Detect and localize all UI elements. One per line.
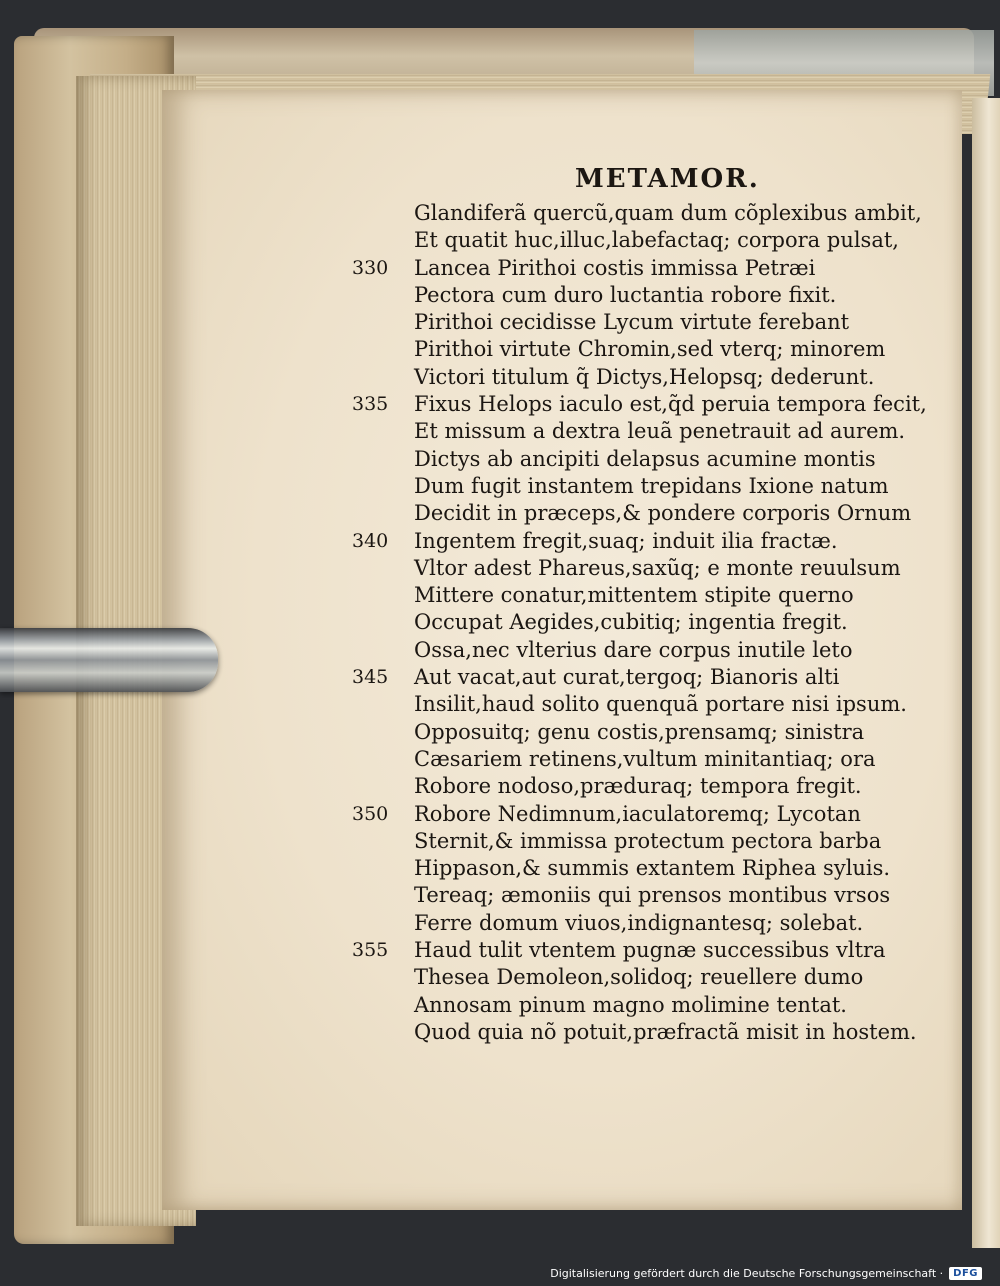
verse-line xyxy=(414,364,934,391)
verse-text: Annosam pinum magno molimine tentat. xyxy=(414,992,847,1017)
verse-line xyxy=(352,528,934,555)
verse-line xyxy=(414,282,934,309)
verse-text: Victori titulum q̃ Dictys,Helopsq; dederunt. xyxy=(414,364,875,389)
verse-line xyxy=(352,801,934,828)
verse-line xyxy=(414,309,934,336)
verse-text: Quod quia nõ potuit,præfractã misit in hostem. xyxy=(414,1019,917,1044)
running-header: METAMOR. xyxy=(575,164,760,194)
verse-text: Lancea Pirithoi costis immissa Petræi xyxy=(414,255,816,280)
verse-text: Occupat Aegides,cubitiq; ingentia fregit. xyxy=(414,610,848,635)
line-number: 340 xyxy=(352,529,389,552)
verse-text: Glandiferã quercũ,quam dum cõplexibus ambit, xyxy=(414,201,922,225)
verse-text: Thesea Demoleon,solidoq; reuellere dumo xyxy=(414,965,864,990)
verse-line xyxy=(414,855,934,882)
verse-line xyxy=(414,746,934,773)
line-number: 355 xyxy=(352,939,389,962)
verse-line xyxy=(414,773,934,800)
verse-line xyxy=(414,418,934,445)
verse-text: Ferre domum viuos,indignantesq; solebat. xyxy=(414,910,864,935)
verse-text: Cæsariem retinens,vultum minitantiaq; ora xyxy=(414,746,876,771)
line-number: 350 xyxy=(352,802,389,825)
line-number: 335 xyxy=(352,393,389,416)
verse-line xyxy=(414,882,934,909)
verse-line xyxy=(414,910,934,937)
verse-text: Et quatit huc,illuc,labefactaq; corpora pulsat, xyxy=(414,228,899,253)
line-number: 330 xyxy=(352,256,389,279)
verse-line xyxy=(352,391,934,418)
dfg-logo: DFG xyxy=(949,1267,982,1280)
verse-line xyxy=(414,500,934,527)
verse-text: Pectora cum duro luctantia robore fixit. xyxy=(414,282,837,307)
verse-text: Haud tulit vtentem pugnæ successibus vltra xyxy=(414,938,886,963)
verse-text: Insilit,haud solito quenquã portare nisi ipsum. xyxy=(414,692,907,717)
verse-text: Tereaq; æmoniis qui prensos montibus vrsos xyxy=(414,883,891,908)
verse-text: Robore Nedimnum,iaculatoremq; Lycotan xyxy=(414,801,861,826)
line-number: 345 xyxy=(352,666,389,689)
verse-line xyxy=(414,582,934,609)
verse-text-block xyxy=(352,200,934,1046)
verse-line xyxy=(414,227,934,254)
verse-text: Et missum a dextra leuã penetrauit ad aurem. xyxy=(414,419,906,444)
verse-line xyxy=(352,937,934,964)
verse-text: Pirithoi virtute Chromin,sed vterq; minorem xyxy=(414,337,886,362)
verse-text: Dum fugit instantem trepidans Ixione natum xyxy=(414,473,889,498)
verse-text: Fixus Helops iaculo est,q̃d peruia tempora fecit, xyxy=(414,392,927,417)
verse-line xyxy=(414,473,934,500)
verse-line xyxy=(414,336,934,363)
verse-text: Robore nodoso,præduraq; tempora fregit. xyxy=(414,774,862,799)
verse-line xyxy=(414,691,934,718)
verse-line xyxy=(352,664,934,691)
verse-line xyxy=(414,992,934,1019)
verse-text: Hippason,& summis extantem Riphea syluis. xyxy=(414,856,891,881)
verse-line xyxy=(414,828,934,855)
verse-text: Decidit in præceps,& pondere corporis Ornum xyxy=(414,501,912,526)
verse-line xyxy=(414,719,934,746)
verse-text: Pirithoi cecidisse Lycum virtute ferebant xyxy=(414,310,850,335)
verse-text: Ingentem fregit,suaq; induit ilia fractæ. xyxy=(414,528,838,553)
verse-line xyxy=(414,1019,934,1046)
verse-line xyxy=(414,555,934,582)
verse-text: Aut vacat,aut curat,tergoq; Bianoris alti xyxy=(414,665,840,690)
verse-text: Sternit,& immissa protectum pectora barba xyxy=(414,828,882,853)
verse-text: Dictys ab ancipiti delapsus acumine montis xyxy=(414,446,876,471)
digitization-credit xyxy=(550,1267,982,1280)
verse-line xyxy=(352,255,934,282)
verse-line xyxy=(414,200,934,227)
verse-line xyxy=(414,609,934,636)
verse-line xyxy=(414,964,934,991)
verse-text: Mittere conatur,mittentem stipite querno xyxy=(414,583,854,608)
verse-text: Vltor adest Phareus,saxũq; e monte reuulsum xyxy=(414,555,901,580)
verse-text: Opposuitq; genu costis,prensamq; sinistra xyxy=(414,719,865,744)
verse-text: Ossa,nec vlterius dare corpus inutile leto xyxy=(414,637,853,662)
verse-line xyxy=(414,446,934,473)
glass-rod-page-holder xyxy=(0,628,218,692)
verse-line xyxy=(414,637,934,664)
facing-page-edge xyxy=(972,98,1000,1248)
credit-text: Digitalisierung gefördert durch die Deutsche Forschungsgemeinschaft · xyxy=(550,1267,944,1280)
